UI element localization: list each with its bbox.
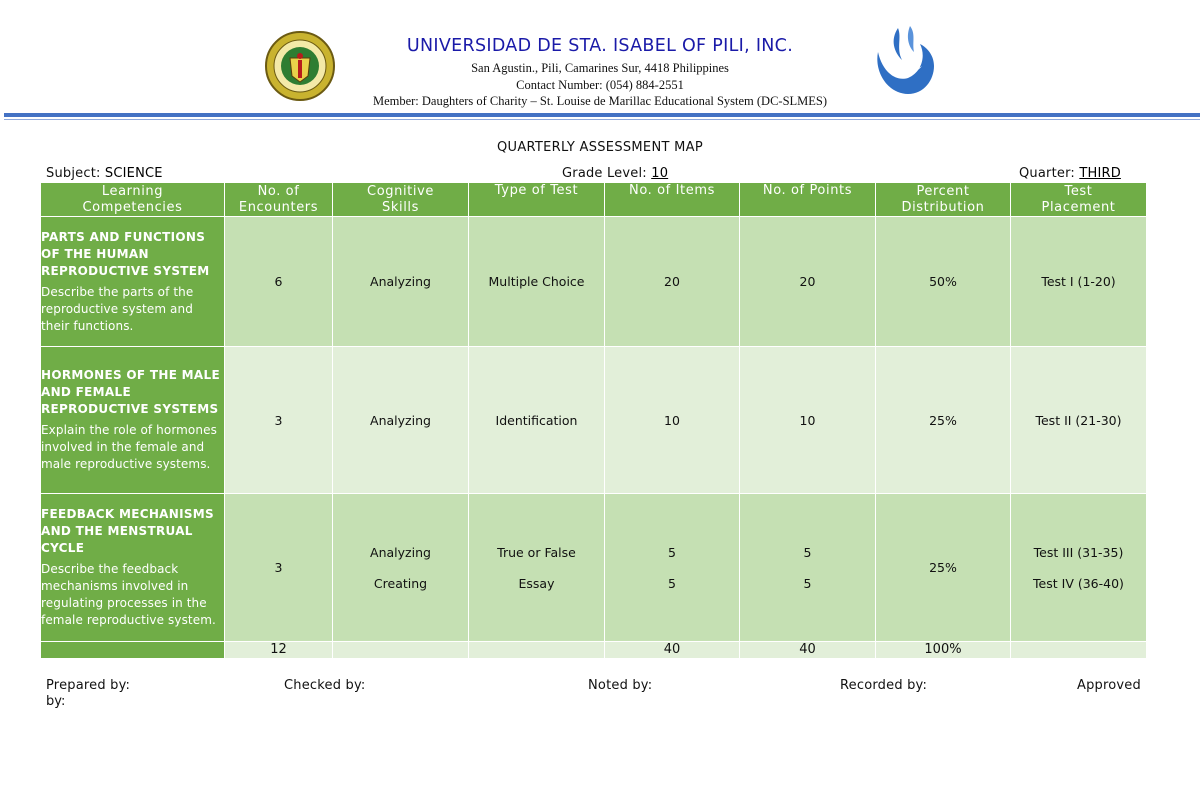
recorded-by-label: Recorded by: bbox=[840, 678, 928, 693]
cognitive-skill-cell: Analyzing bbox=[333, 347, 469, 494]
competency-description: Explain the role of hormones involved in the female and male reproductive systems. bbox=[41, 423, 217, 471]
header-rule bbox=[4, 113, 1200, 117]
header-type-of-test: Type of Test bbox=[469, 183, 605, 217]
points-value: 5 bbox=[803, 575, 812, 591]
header-percent-distribution: Percent Distribution bbox=[876, 183, 1011, 217]
totals-label-cell bbox=[41, 642, 225, 659]
encounters-cell: 3 bbox=[225, 347, 333, 494]
cognitive-skill-cell bbox=[333, 494, 469, 642]
table-row bbox=[41, 347, 1147, 494]
subject-field bbox=[46, 166, 163, 181]
university-address: San Agustin., Pili, Camarines Sur, 4418 Philippines bbox=[471, 61, 729, 75]
competency-description: Describe the parts of the reproductive system and their functions. bbox=[41, 284, 194, 333]
table-row bbox=[41, 217, 1147, 347]
percent-cell: 50% bbox=[876, 217, 1011, 347]
total-empty-cell bbox=[469, 642, 605, 659]
competency-title: PARTS AND FUNCTIONS OF THE HUMAN REPRODUCTIVE SYSTEM bbox=[41, 229, 210, 278]
header-rule-thin bbox=[4, 119, 1200, 120]
cognitive-skill-cell: Analyzing bbox=[333, 217, 469, 347]
encounters-cell: 3 bbox=[225, 494, 333, 642]
document-title: QUARTERLY ASSESSMENT MAP bbox=[497, 140, 703, 155]
test-type-value: True or False bbox=[497, 544, 576, 560]
total-empty-cell bbox=[333, 642, 469, 659]
header-no-of-points: No. of Points bbox=[740, 183, 876, 217]
header-learning-competencies: Learning Competencies bbox=[41, 183, 225, 217]
placement-cell: Test I (1-20) bbox=[1011, 217, 1147, 347]
competency-title: HORMONES OF THE MALE AND FEMALE REPRODUCTIVE SYSTEMS bbox=[41, 368, 220, 416]
competency-cell bbox=[41, 217, 225, 347]
grade-level-value: 10 bbox=[651, 166, 669, 181]
total-encounters: 12 bbox=[225, 642, 333, 659]
assessment-map-table bbox=[40, 182, 1147, 659]
placement-value: Test IV (36-40) bbox=[1033, 575, 1124, 591]
items-value: 5 bbox=[668, 544, 676, 560]
header-no-of-items: No. of Items bbox=[605, 183, 740, 217]
total-items: 40 bbox=[605, 642, 740, 659]
header-encounters: No. of Encounters bbox=[225, 183, 333, 217]
cognitive-skill-value: Analyzing bbox=[370, 544, 431, 560]
total-empty-cell bbox=[1011, 642, 1147, 659]
header-cognitive-skills: Cognitive Skills bbox=[333, 183, 469, 217]
points-value: 5 bbox=[803, 544, 812, 560]
table-row bbox=[41, 494, 1147, 642]
prepared-by-label: Prepared by: bbox=[46, 678, 131, 693]
quarter-label: Quarter: bbox=[1019, 166, 1075, 181]
grade-level-field bbox=[562, 166, 668, 181]
contact-number: Contact Number: (054) 884-2551 bbox=[516, 78, 684, 92]
subject-value: SCIENCE bbox=[104, 166, 163, 181]
table-header-row bbox=[41, 183, 1147, 217]
competency-cell bbox=[41, 347, 225, 494]
competency-title: FEEDBACK MECHANISMS AND THE MENSTRUAL CYCLE bbox=[41, 507, 214, 555]
header-test-placement: Test Placement bbox=[1011, 183, 1147, 217]
test-type-cell: Identification bbox=[469, 347, 605, 494]
points-cell: 10 bbox=[740, 347, 876, 494]
checked-by-label: Checked by: bbox=[284, 678, 366, 693]
subject-label: Subject: bbox=[46, 166, 101, 181]
totals-row bbox=[41, 642, 1147, 659]
encounters-cell: 6 bbox=[225, 217, 333, 347]
items-cell bbox=[605, 494, 740, 642]
noted-by-label: Noted by: bbox=[588, 678, 653, 693]
quarter-field bbox=[1019, 166, 1121, 181]
membership-line: Member: Daughters of Charity – St. Louise de Marillac Educational System (DC-SLMES) bbox=[372, 94, 828, 108]
items-cell: 10 bbox=[605, 347, 740, 494]
grade-level-label: Grade Level: bbox=[562, 166, 647, 181]
placement-cell: Test II (21-30) bbox=[1011, 347, 1147, 494]
placement-value: Test III (31-35) bbox=[1033, 544, 1124, 560]
percent-cell: 25% bbox=[876, 347, 1011, 494]
percent-cell: 25% bbox=[876, 494, 1011, 642]
points-cell: 20 bbox=[740, 217, 876, 347]
total-points: 40 bbox=[740, 642, 876, 659]
cognitive-skill-value: Creating bbox=[373, 575, 428, 591]
items-value: 5 bbox=[668, 575, 676, 591]
competency-cell bbox=[41, 494, 225, 642]
approved-label: Approved bbox=[1077, 678, 1141, 693]
quarter-value: THIRD bbox=[1079, 166, 1121, 181]
test-type-cell bbox=[469, 494, 605, 642]
approved-by-continuation: by: bbox=[46, 694, 66, 709]
test-type-value: Essay bbox=[518, 575, 555, 591]
university-name: UNIVERSIDAD DE STA. ISABEL OF PILI, INC. bbox=[406, 36, 794, 56]
test-type-cell: Multiple Choice bbox=[469, 217, 605, 347]
placement-cell bbox=[1011, 494, 1147, 642]
total-percent: 100% bbox=[876, 642, 1011, 659]
points-cell bbox=[740, 494, 876, 642]
items-cell: 20 bbox=[605, 217, 740, 347]
competency-description: Describe the feedback mechanisms involved in regulating processes in the female reproductive system. bbox=[41, 562, 216, 627]
